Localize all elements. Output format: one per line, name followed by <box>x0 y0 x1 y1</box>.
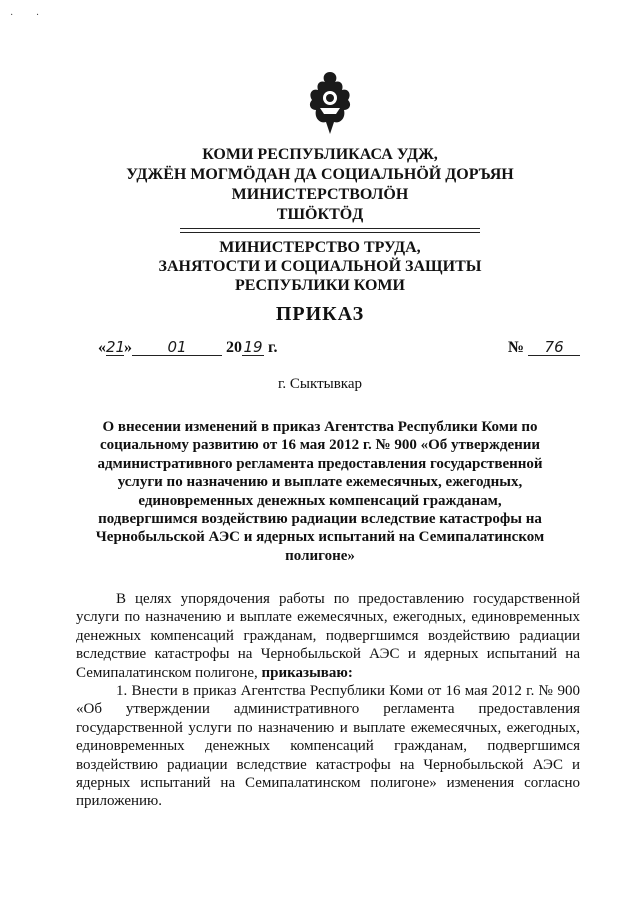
ministry-header-line: РЕСПУБЛИКИ КОМИ <box>235 277 405 294</box>
order-item-1: 1. Внести в приказ Агентства Республики Коми от 16 мая 2012 г. № 900 «Об утверждении административного регламента предоставления государственной услуги по назначению и выплате ежемесячных, ежегодных, единовременных денежных компенсаций гражданам, подвергшимся воздействию радиации вследствие катастрофы на Чернобыльской АЭС и ядерных испытаний на Семипалатинском полигоне» изменения согласно приложению. <box>76 683 580 810</box>
komi-header-line: УДЖЁН МОГМÖДАН ДА СОЦИАЛЬНÖЙ ДОРЪЯН <box>126 166 514 183</box>
scan-specks: · · <box>10 10 40 21</box>
header-divider <box>180 232 480 233</box>
komi-coat-of-arms-icon <box>300 68 360 138</box>
ministry-header-line: ЗАНЯТОСТИ И СОЦИАЛЬНОЙ ЗАЩИТЫ <box>158 258 482 275</box>
ministry-header-line: МИНИСТЕРСТВО ТРУДА, <box>219 239 421 256</box>
komi-header-line: ТШÖКТÖД <box>276 206 364 223</box>
order-directive: приказываю: <box>261 664 353 681</box>
order-subject: О внесении изменений в приказ Агентства Республики Коми по социальному развитию от 16 мая 2012 г. № 900 «Об утверждении административного регламента предоставления государственной услуги по назначению и выплате ежемесячных, ежегодных, единовременных денежных компенсаций гражданам, подвергшимся воздействию радиации вследствие катастрофы на Чернобыльской АЭС и ядерных испытаний на Семипалатинском полигоне» <box>95 419 545 564</box>
order-number: № 76 <box>508 339 580 357</box>
komi-language-header <box>0 145 640 225</box>
komi-header-line: МИНИСТЕРСТВОЛÖН <box>231 186 409 203</box>
preamble-paragraph: В целях упорядочения работы по предоставлению государственной услуги по назначению и выплате ежемесячных, ежегодных, единовременных денежных компенсаций гражданам, подвергшимся воздействию радиации вследствие катастрофы на Чернобыльской АЭС и ядерных испытаний на Семипалатинском полигоне, приказываю: <box>76 591 580 681</box>
order-date: «21» 01 2019 г. <box>98 338 278 356</box>
header-divider <box>180 228 480 229</box>
city-line: г. Сыктывкар <box>277 376 363 392</box>
order-number-value: 76 <box>528 339 580 356</box>
date-day: 21 <box>106 338 126 356</box>
document-type-title: ПРИКАЗ <box>275 303 365 325</box>
komi-header-line: КОМИ РЕСПУБЛИКАСА УДЖ, <box>202 146 438 163</box>
date-year: 19 <box>243 338 263 356</box>
date-month: 01 <box>132 339 222 356</box>
ministry-header <box>0 238 640 295</box>
